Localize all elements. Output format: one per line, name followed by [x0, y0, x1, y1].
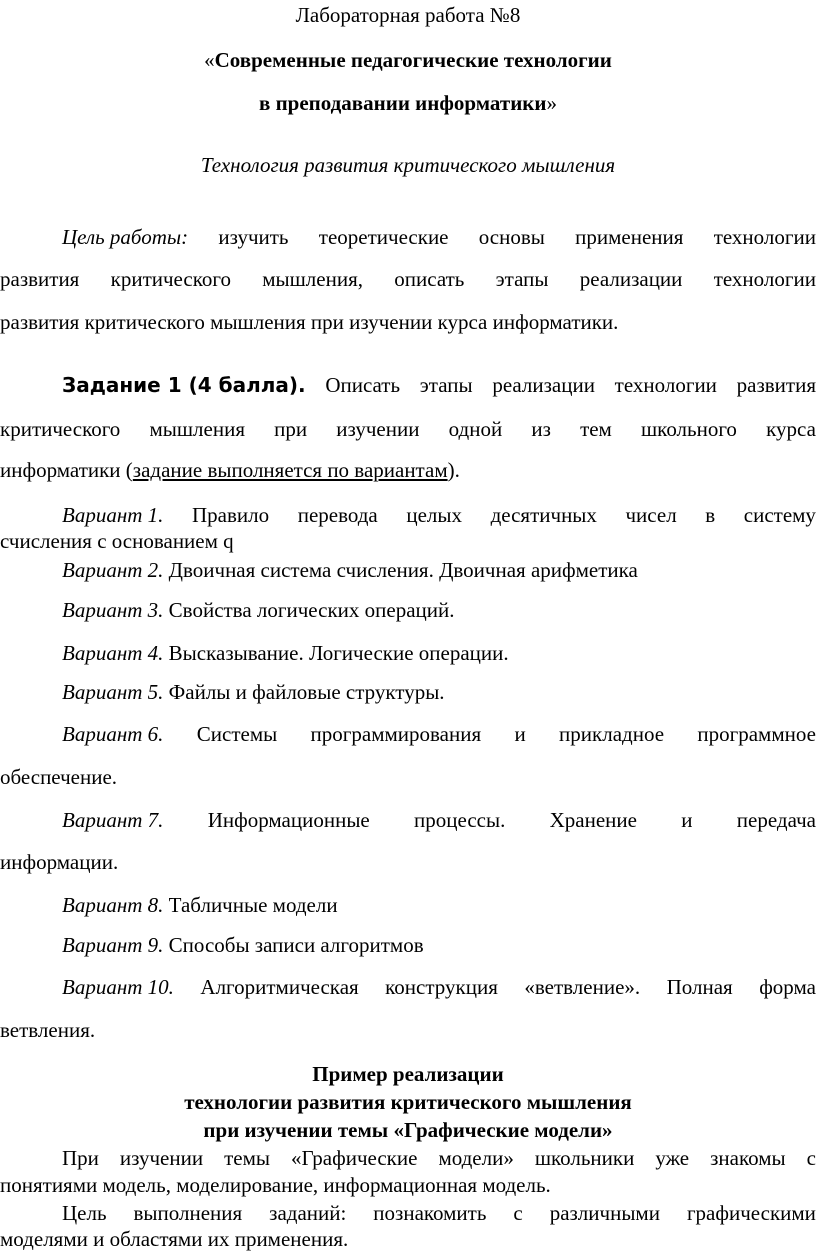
example-word: модели» [438, 1146, 514, 1170]
task-line3 [0, 458, 816, 483]
goal-word: изучить [218, 225, 289, 249]
variant-word: чисел [625, 503, 677, 527]
example-word: знакомы [710, 1146, 786, 1170]
variant-word: прикладное [559, 722, 665, 746]
variant-label: Вариант 9. [62, 933, 164, 957]
goal-word: технологии [713, 225, 816, 249]
task-line3-post: ). [447, 458, 460, 482]
task-word: тем [580, 417, 612, 441]
technology-subtitle: Технология развития критического мышления [200, 153, 616, 177]
variant-word: десятичных [490, 503, 597, 527]
variant-word: Алгоритмическая [200, 975, 359, 999]
example-word: Цель [62, 1201, 107, 1225]
task-word: при [274, 417, 308, 441]
variant-label: Вариант 6. [62, 722, 164, 746]
example-word: с [513, 1201, 523, 1225]
example-word: изучении [119, 1146, 204, 1170]
variant-4 [62, 641, 816, 666]
task-word: критического [0, 417, 121, 441]
subject-title-text2: в преподавании информатики [258, 91, 547, 115]
example-p1-line1 [62, 1146, 816, 1171]
task-line2 [0, 417, 816, 442]
goal-word: описать [394, 267, 465, 291]
variant-word: в [705, 503, 716, 527]
example-word: выполнения [133, 1201, 243, 1225]
variant-7-cont: информации. [0, 850, 119, 874]
task-word: изучении [336, 417, 420, 441]
variant-word: и [514, 722, 526, 746]
example-word: школьники [534, 1146, 635, 1170]
example-word: познакомить [373, 1201, 487, 1225]
variant-label: Вариант 5. [62, 680, 164, 704]
variant-9 [62, 933, 816, 958]
goal-word: основы [478, 225, 545, 249]
variant-label: Вариант 2. [62, 558, 164, 582]
example-heading-1: Пример реализации [312, 1062, 504, 1086]
variant-label: Вариант 4. [62, 641, 164, 665]
variant-3 [62, 598, 816, 623]
example-word: графическими [686, 1201, 816, 1225]
example-word: При [62, 1146, 99, 1170]
example-word: уже [655, 1146, 690, 1170]
variant-1-cont: счисления с основанием q [0, 529, 234, 553]
variants-note: задание выполняется по вариантам [132, 458, 448, 482]
variant-word: Системы [196, 722, 278, 746]
task-word: школьного [641, 417, 737, 441]
variant-word: Информационные [207, 808, 370, 832]
variant-word: «ветвление». [524, 975, 641, 999]
variant-5 [62, 680, 816, 705]
variant-word: Полная [666, 975, 733, 999]
variant-label: Вариант 1. [62, 503, 164, 527]
example-word: «Графические [290, 1146, 418, 1170]
variant-1 [62, 503, 816, 528]
task-word: этапы [419, 373, 473, 397]
subject-title-line1 [0, 48, 816, 73]
goal-word: критического [110, 267, 231, 291]
goal-label: Цель работы: [62, 225, 189, 249]
variant-text: Способы записи алгоритмов [163, 933, 424, 957]
variant-text: Файлы и файловые структуры. [163, 680, 445, 704]
variant-word: Правило [192, 503, 270, 527]
example-word: различными [549, 1201, 660, 1225]
example-heading-2: технологии развития критического мышления [184, 1090, 632, 1114]
goal-word: мышления, [262, 267, 363, 291]
example-p2-line2: моделями и областями их применения. [0, 1227, 349, 1251]
variant-7 [62, 808, 816, 833]
subject-title-text1: Современные педагогические технологии [214, 48, 612, 72]
variant-word: программное [697, 722, 816, 746]
example-word: темы [224, 1146, 270, 1170]
quote-open: « [204, 48, 215, 72]
task-word: технологии [614, 373, 717, 397]
task-word: из [531, 417, 551, 441]
variant-text: Двоичная система счисления. Двоичная арифметика [163, 558, 638, 582]
variant-text: Свойства логических операций. [163, 598, 455, 622]
variant-8 [62, 893, 816, 918]
goal-word: этапы [495, 267, 549, 291]
variant-word: форма [759, 975, 816, 999]
variant-10-cont: ветвления. [0, 1018, 96, 1042]
example-p2-line1 [62, 1201, 816, 1226]
variant-word: перевода [297, 503, 378, 527]
variant-word: конструкция [385, 975, 498, 999]
variant-2 [62, 558, 816, 583]
variant-word: программирования [310, 722, 482, 746]
task-line3-pre: информатики ( [0, 458, 133, 482]
variant-label: Вариант 10. [62, 975, 174, 999]
variant-text: Табличные модели [163, 893, 338, 917]
task-title: Задание 1 (4 балла). [62, 373, 306, 397]
task-word: развития [736, 373, 816, 397]
task-word: одной [448, 417, 503, 441]
variant-word: Хранение [549, 808, 637, 832]
variant-word: и [681, 808, 693, 832]
goal-word: теоретические [318, 225, 449, 249]
goal-line3: развития критического мышления при изучении курса информатики. [0, 310, 619, 334]
task-word: курса [766, 417, 816, 441]
goal-word: реализации [579, 267, 683, 291]
example-word: заданий: [269, 1201, 347, 1225]
goal-word: технологии [713, 267, 816, 291]
goal-line2 [0, 267, 816, 292]
goal-line1 [62, 225, 816, 250]
variant-label: Вариант 8. [62, 893, 164, 917]
variant-word: процессы. [414, 808, 506, 832]
goal-word: развития [0, 267, 80, 291]
task-word: мышления [149, 417, 245, 441]
subject-title-line2 [0, 91, 816, 116]
variant-word: систему [743, 503, 816, 527]
variant-6-cont: обеспечение. [0, 765, 118, 789]
example-word: с [806, 1146, 816, 1170]
example-heading-3: при изучении темы «Графические модели» [203, 1118, 613, 1142]
variant-text: Высказывание. Логические операции. [163, 641, 509, 665]
task-word: Описать [325, 373, 401, 397]
example-p1-line2: понятиями модель, моделирование, информационная модель. [0, 1173, 551, 1197]
variant-10 [62, 975, 816, 1000]
variant-word: целых [406, 503, 462, 527]
task-line1 [62, 373, 816, 398]
task-word: реализации [492, 373, 595, 397]
lab-title: Лабораторная работа №8 [295, 3, 521, 27]
variant-label: Вариант 7. [62, 808, 164, 832]
goal-word: применения [575, 225, 684, 249]
variant-6 [62, 722, 816, 747]
variant-word: передача [736, 808, 816, 832]
variant-label: Вариант 3. [62, 598, 164, 622]
quote-close: » [546, 91, 558, 115]
